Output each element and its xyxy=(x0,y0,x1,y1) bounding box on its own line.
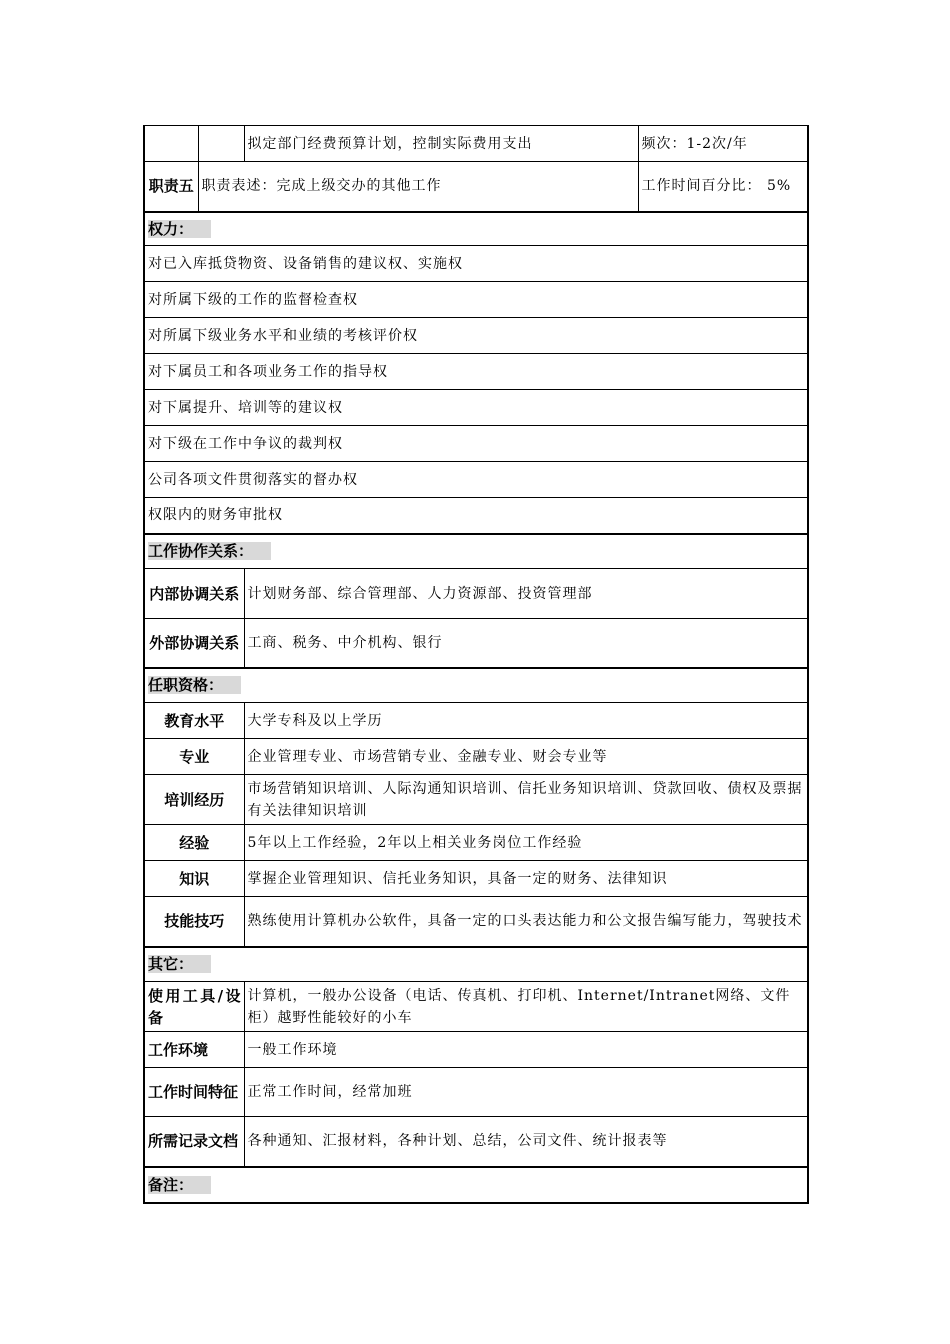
qualification-label: 培训经历 xyxy=(144,775,244,825)
duty-five-description: 职责表述：完成上级交办的其他工作 xyxy=(198,162,638,212)
remarks-header xyxy=(144,1167,808,1203)
qualification-value: 熟练使用计算机办公软件，具备一定的口头表达能力和公文报告编写能力，驾驶技术 xyxy=(244,897,808,947)
authority-item: 对所属下级的工作的监督检查权 xyxy=(144,282,808,318)
relations-header xyxy=(144,534,808,569)
authority-header-text: 权力： xyxy=(148,220,211,238)
remarks-header-text: 备注： xyxy=(148,1176,211,1194)
duty-five-label: 职责五 xyxy=(144,162,198,212)
authority-header xyxy=(144,212,808,246)
authority-item: 对已入库抵贷物资、设备销售的建议权、实施权 xyxy=(144,246,808,282)
authority-item: 对下属员工和各项业务工作的指导权 xyxy=(144,354,808,390)
authority-item: 权限内的财务审批权 xyxy=(144,498,808,534)
duty-task: 拟定部门经费预算计划，控制实际费用支出 xyxy=(244,126,638,162)
internal-relations-value: 计划财务部、综合管理部、人力资源部、投资管理部 xyxy=(244,569,808,619)
qualification-value: 大学专科及以上学历 xyxy=(244,703,808,739)
qualification-label: 教育水平 xyxy=(144,703,244,739)
other-label: 所需记录文档 xyxy=(144,1117,244,1167)
authority-item: 对下属提升、培训等的建议权 xyxy=(144,390,808,426)
qualifications-header-text: 任职资格： xyxy=(148,676,241,694)
qualifications-header xyxy=(144,668,808,703)
other-value: 各种通知、汇报材料，各种计划、总结，公司文件、统计报表等 xyxy=(244,1117,808,1167)
qualification-label: 技能技巧 xyxy=(144,897,244,947)
authority-item: 对所属下级业务水平和业绩的考核评价权 xyxy=(144,318,808,354)
job-description-document xyxy=(143,125,807,1204)
external-relations-value: 工商、税务、中介机构、银行 xyxy=(244,619,808,668)
qualification-label: 专业 xyxy=(144,739,244,775)
qualification-value: 5年以上工作经验，2年以上相关业务岗位工作经验 xyxy=(244,825,808,861)
authority-item: 对下级在工作中争议的裁判权 xyxy=(144,426,808,462)
other-value: 计算机，一般办公设备（电话、传真机、打印机、Internet/Intranet网络、文件柜）越野性能较好的小车 xyxy=(244,982,808,1032)
qualification-value: 掌握企业管理知识、信托业务知识，具备一定的财务、法律知识 xyxy=(244,861,808,897)
other-label: 工作环境 xyxy=(144,1032,244,1068)
other-value: 一般工作环境 xyxy=(244,1032,808,1068)
internal-relations-label: 内部协调关系 xyxy=(144,569,244,619)
other-value: 正常工作时间，经常加班 xyxy=(244,1068,808,1117)
other-label: 使用工具/设备 xyxy=(144,982,244,1032)
relations-header-text: 工作协作关系： xyxy=(148,542,271,560)
qualification-label: 知识 xyxy=(144,861,244,897)
authority-item: 公司各项文件贯彻落实的督办权 xyxy=(144,462,808,498)
qualification-label: 经验 xyxy=(144,825,244,861)
duty-sub-cell xyxy=(198,126,244,162)
qualification-value: 市场营销知识培训、人际沟通知识培训、信托业务知识培训、贷款回收、债权及票据有关法律知识培训 xyxy=(244,775,808,825)
other-header-text: 其它： xyxy=(148,955,211,973)
qualification-value: 企业管理专业、市场营销专业、金融专业、财会专业等 xyxy=(244,739,808,775)
external-relations-label: 外部协调关系 xyxy=(144,619,244,668)
duty-label-cell xyxy=(144,126,198,162)
job-description-table xyxy=(143,125,809,1204)
other-label: 工作时间特征 xyxy=(144,1068,244,1117)
other-header xyxy=(144,947,808,982)
duty-five-time-percent: 工作时间百分比： 5% xyxy=(638,162,808,212)
duty-frequency: 频次：1-2次/年 xyxy=(638,126,808,162)
